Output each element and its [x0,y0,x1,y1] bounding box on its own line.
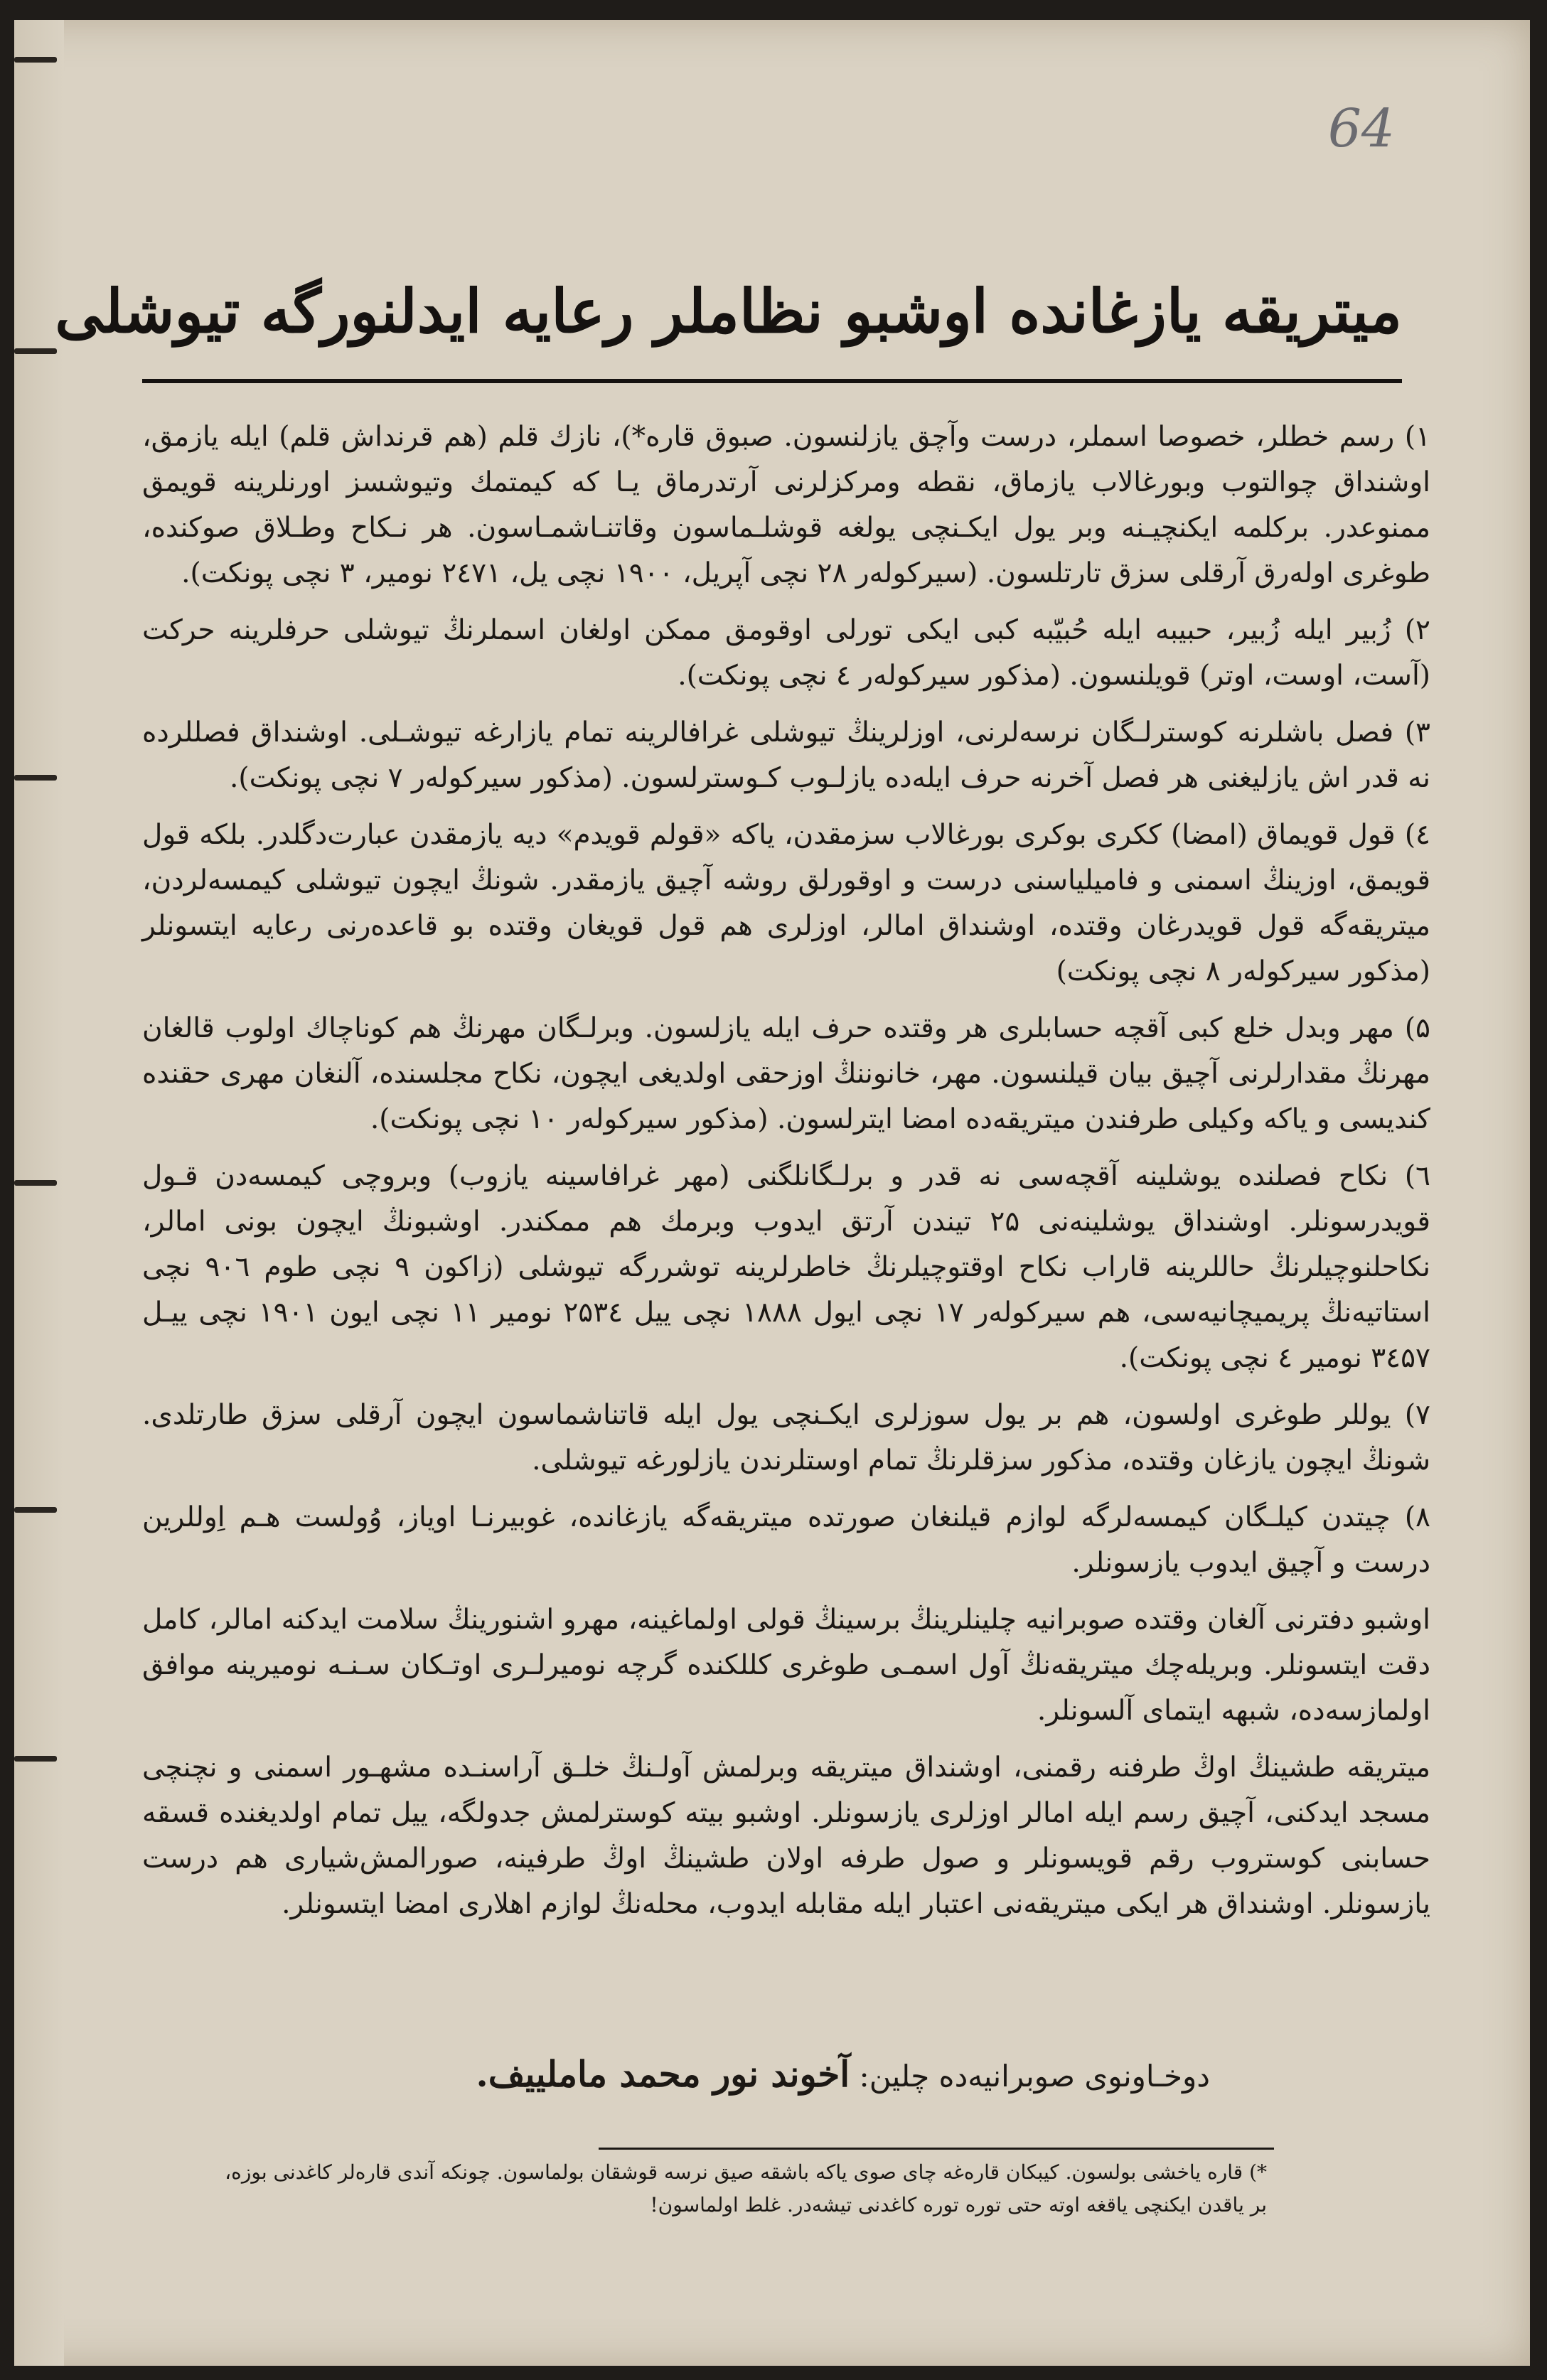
rule-paragraph-4: ٤) قول قویماق (امضا) ککری بوکری بورغالاب سزمقدن، یاکه «قولم قویدم» دیه یازمقدن عبارت‌دگلدر. بلکه قول قویمق، اوزینڭ اسمنی و فامیلیاسنی درست و اوقورلق روشه آچیق یازمقدر. شونڭ ایچون تیوشلی کیمسه‌لردن، میتریقه‌گه قول قویدرغان وقتده، اوشنداق امالر، اوزلری هم قول قویغان وقتده بو قاعده‌رنی رعایه ایتسونلر (مذکور سیرکولەر ۸ نچی پونکت) [142,819,1430,987]
signature-name: آخوند نور محمد ماملییف. [476,2053,850,2095]
title-underline [142,379,1402,383]
binding-stitch [14,775,57,781]
signature-label: دوخـاونوی صوبرانیه‌ده چلین: [859,2059,1210,2094]
document-page [14,20,1530,2366]
rule-paragraph-1: ۱) رسم خطلر، خصوصا اسملر، درست وآچق یازلنسون. صبوق قاره*)، نازك قلم (هم قرنداش قلم) ایله یازمق، اوشنداق چوالتوب وبورغالاب یازماق، نقطه ومرکزلرنی آرتدرماق یـا که کیمتمك وتیوشسز اورنلرینه قویمق ممنوعدر. برکلمه ایکنچیـنه وبر یول ایکـنچی یولغه قوشلـماسون وقاتنـاشمـاسون. هر نـکاح وطـلاق صوکنده، طوغری اوله‌رق آرقلی سزق تارتلسون. (سیرکولەر ۲۸ نچی آپریل، ۱۹۰۰ نچی یل، ۲٤٧۱ نومیر، ۳ نچی پونکت). [142,421,1430,589]
binding-stitch [14,57,57,63]
rule-paragraph-6: ٦) نکاح فصلنده یوشلینه آقچه‌سی نه قدر و برلـگانلگنی (مهر غرافاسینه یازوب) وبروچی کیمسه‌دن قـول قویدرسونلر. اوشنداق یوشلینه‌نی ۲۵ تیندن آرتق ایدوب وبرمك هم ممکندر. اوشبونڭ ایچون بونی امالر، نکاحلنوچیلرنڭ حاللرینه قاراب نکاح اوقتوچیلرنڭ خاطرلرینه توشررگه تیوشلی (زاکون ۹ نچی طوم ۹۰٦ نچی استاتیه‌نڭ پریمیچانیه‌سی، هم سیرکولەر ۱۷ نچی ایول ۱۸۸۸ نچی ییل ۲۵۳٤ نومیر ۱۱ نچی ایون ۱۹۰۱ نچی ییـل ۳٤۵۷ نومیر ٤ نچی پونکت). [142,1160,1430,1374]
rule-paragraph-8: ۸) چیتدن کیلـگان کیمسه‌لرگه لوازم قیلنغان صورتده میتریقه‌گه یازغانده، غوبیرنـا اویاز، وُولست هـم اِوللرین درست و آچیق ایدوب یازسونلر. [142,1501,1430,1579]
binding-stitch [14,1756,57,1762]
footnote-line-2: بر یاقدن ایکنچی یاقغه اوته حتی توره توره کاغدنی تیشەدر. غلط اولماسون! [650,2193,1267,2216]
footnote-divider [599,2148,1274,2150]
page-binding [14,20,64,2366]
binding-stitch [14,1180,57,1186]
rule-paragraph-5: ۵) مهر وبدل خلع کبی آقچه حسابلری هر وقتده حرف ایله یازلسون. وبرلـگان مهرنڭ هم کوناچاك اولوب قالغان مهرنڭ مقدارلرنی آچیق بیان قیلنسون. مهر، خانوننڭ اوزحقی اولدیغی ایچون، نکاح مجلسنده، آلنغان مهری حقنده کندیسی و یاکه وکیلی طرفندن میتریقه‌ده امضا ایترلسون. (مذکور سیرکولەر ۱۰ نچی پونکت). [142,1012,1430,1135]
closing-paragraph-1: اوشبو دفترنی آلغان وقتده صوبرانیه چلینلرینڭ برسینڭ قولی اولماغینه، مهرو اشنورینڭ سلامت ایدکنه امالر، کامل دقت ایتسونلر. وبریله‌چك میتریقه‌نڭ آول اسمـی طوغری کللکنده گرچه نومیرلـری اوتـکان سـنـه نومیرینه موافق اولمازسه‌ده، شبهه ایتمای آلسونلر. [142,1604,1430,1727]
closing-paragraph-2: میتریقه طشینڭ اوڭ طرفنه رقمنی، اوشنداق میتریقه وبرلمش آولـنڭ خلـق آراسنـده مشهـور اسمنی و نچنچی مسجد ایدکنی، آچیق رسم ایله امالر اوزلری یازسونلر. اوشبو بیته کوسترلمش جدولگه، ییل تمام اولدیغنده قسقه حسابنی کوستروب رقم قویسونلر و صول طرفه اولان طشینڭ اوڭ طرفینه، صورالمش‌شیاری هم درست یازسونلر. اوشنداق هر ایکی میتریقه‌نی اعتبار ایله مقابله ایدوب، محله‌نڭ لوازم اهلاری امضا ایتسونلر. [142,1752,1430,1920]
rule-paragraph-3: ۳) فصل باشلرنه کوسترلـگان نرسه‌لرنی، اوزلرینڭ تیوشلی غرافالرینه تمام یازارغه تیوشـلی. اوشنداق فصللرده نه قدر اش یازلیغنی هر فصل آخرنه حرف ایله‌ده یازلـوب کـوسترلسون. (مذکور سیرکولەر ۷ نچی پونکت). [142,717,1430,794]
footnote-line-1: *) قاره یاخشی بولسون. کیبکان قارەغه چای صوی یاکه باشقه صیق نرسه قوشقان بولماسون. چونکه آندی قاره‌لر کاغدنی بوزه، [225,2160,1267,2184]
page-title: میتریقه یازغانده اوشبو نظاملر رعایه ایدلنورگه تیوشلی [55,276,1402,346]
binding-stitch [14,348,57,354]
signature-line [142,2053,1210,2095]
footnote [156,2156,1267,2221]
page-number: 64 [1327,98,1395,159]
rule-paragraph-2: ۲) زُبیر ایله زُبیر، حبیبه ایله حُبیّبه کبی ایکی تورلی اوقومق ممکن اولغان اسملرنڭ تیوشلی حرفلرینه حرکت (آست، اوست، اوتر) قویلنسون. (مذکور سیرکولەر ٤ نچی پونکت). [142,614,1430,692]
binding-stitch [14,1507,57,1513]
rules-body [142,414,1430,1985]
rule-paragraph-7: ۷) یوللر طوغری اولسون، هم بر یول سوزلری ایکـنچی یول ایله قاتناشماسون ایچون آرقلی سزق طارتلدی. شونڭ ایچون یازغان وقتده، مذکور سزقلرنڭ تمام اوستلرندن یازلورغه تیوشلی. [142,1399,1430,1476]
